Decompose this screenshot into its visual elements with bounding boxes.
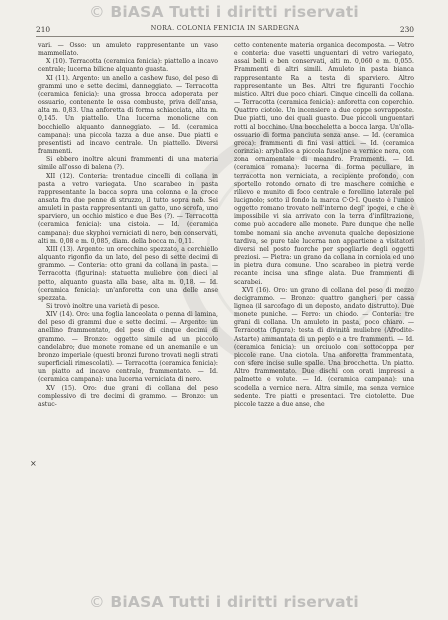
paragraph: XI (11). Argento: un anello a cashew fuso, del peso di grammi uno e sette decimi, danneggiato. — Terracotta (ceramica fenicia): una grossa brocca adoperata per ossuario, contenente le ossa combuste, priva dell'ansa, alta m. 0,83. Una anforetta di forma schiacciata, alta m. 0,145. Un piattello. Una lucerna monolicne con bocchiello alquanto danneggiato. — Id. (ceramica campana): una piccola tazza a due anse. Due piatti e presentisti ad incavo centrale. Un piattello. Diversi frammenti. <box>38 74 218 156</box>
paragraph: X (10). Terracotta (ceramica fenicia): piattello a incavo centrale; lucerna bilicne alquanto guasta. <box>38 58 218 74</box>
text-column-left <box>38 42 218 409</box>
paragraph: XV (15). Oro: due grani di collana del peso complessivo di tre decimi di grammo. — Bronzo: un astuc- <box>38 384 218 408</box>
paragraph: XIII (13). Argento: un orecchino spezzato, a cerchiello alquanto rigonfio da un lato, del peso di sette decimi di grammo. — Conteria: otto grani da collana in pasta. — Terracotta (figurina): statuetta muliebre con dieci al petto, alquanto guasta alla base, alta m. 0,18. — Id. (ceramica fenicia): un'anforetta con una delle anse spezzata. <box>38 245 218 302</box>
paragraph: XII (12). Conteria: trentadue cincelli di collana in pasta a vetro variegata. Uno scarabeo in pasta rappresentante la bacca sopra una colonna e la croce ansata fra due penne di struzzo, il tutto sopra neb. Sei amuleti in pasta rappresentanti un gatto, uno scrofa, uno sparviero, un occhio mistico e due Bes (?). — Terracotta (ceramica fenicia): una cistoia. — Id. (ceramica campana): due skyphoi verniciati di nero, ben conservati, alti m. 0,08 e m. 0,085, diam. della bocca m. 0,11. <box>38 172 218 245</box>
paragraph: Si trovò inoltre una varietà di pesce. <box>46 303 160 310</box>
page-number-right: 230 <box>399 25 414 34</box>
copyright-symbol: © <box>89 593 105 611</box>
text-column-right <box>234 42 414 409</box>
watermark-top <box>0 3 448 21</box>
running-header <box>36 25 414 37</box>
paragraph: vari. — Osso: un amuleto rappresentante un vaso mammellato. <box>38 42 218 58</box>
paragraph: XIV (14). Oro: una foglia lanceolata o penna di lamina, del peso di grammi due e sette decimi. — Argento: un anellino frammentato, del peso di cinque decimi di grammo. — Bronzo: oggetto simile ad un piccolo candelabro; due monete romane ed un anemanile e un bronzo imperiale (questi bronzi furono trovati negli strati superficiali rimescolati). — Terracotta (ceramica fenicia): un piatto ad incavo centrale, frammentato. — Id. (ceramica campana): una lucerna verniciata di nero. <box>38 311 218 384</box>
paragraph: cetto contenente materia organica decomposta. — Vetro e conteria: due vasetti unguentari di vetro variegato, assai belli e ben conservati, alti m. 0,060 e m. 0,055. Frammenti di altri simili. Amuleto in pasta bianca rappresentante Ra a testa di sparviero. Altro rappresentante un Bes. Altri tre figuranti l'occhio mistico. Altri due poco chiari. Cinque cincelli da collana. — Terracotta (ceramica fenicia): anforetta con coperchio. Quattro ciotole. Un incensiere a due coppe sovrapposte. Due piatti, uno dei quali guasto. Due piccoli unguentari rotti al bocchino. Una boccheletta a bocca larga. Un'olla-ossuario di forma panciuta senza anse. — Id. (ceramica greca): frammenti di fini vasi attici. — Id. (ceramica corinzia): aryballos a piccola fuseljne a vernice nera, con zona ornamentale di meandro. Frammenti. — Id. (ceramica romana): lucerna di forma peculiare, in terracotta non verniciata, a recipiente profondo, con sportello rotondo ornato di tre maschere comiche e rilievo e munito di foco centrale e forellino laterale pel lucignolo; sotto il fondo la marca C·O·I. Questo è l'unico oggetto romano trovato nell'interno degl' ipogei, e che è impossibile vi sia arrivato con la terra d'infiltrazione, come può accadere alle monete. Pare dunque che nelle tombe nomani sia anche avvenuta qualche deposizione tardiva, se pure tale lucerna non appartiene a visitatori diversi nel posto fuorche per spogliarle degli oggetti preziosi. — Pietra: un grano da collana in corniola ed uno in pietra dura comune. Uno scarabeo in pietra verde recante incisa una sfinge alata. Due frammenti di scarabei. <box>234 42 414 286</box>
watermark-bottom-text: BiASA Tutti i diritti riservati <box>110 593 359 611</box>
page-number-left: 210 <box>36 25 51 34</box>
paragraph: Si ebbero inoltre alcuni frammenti di una materia simile all'osso di balena (?). <box>38 156 218 172</box>
margin-mark: × <box>30 459 37 468</box>
watermark-top-text: BiASA Tutti i diritti riservati <box>110 3 359 21</box>
paragraph: XVI (16). Oro: un grano di collana del peso di mezzo decigrammo. — Bronzo: quattro gangheri per cassa lignea (il sarcofago di un deposto, andato distrutto). Due monete puniche. — Ferro: un chiodo. — Conteria: tre grani di collana. Un amuleto in pasta, poco chiaro. — Terracotta (figura): testa di divinità muliebre (Afrodite-Astarte) ammantata di un peplo e a tre frammenti. — Id. (ceramica fenicia): un orciuolo con sottocoppa per piccole rane. Una ciotola. Una anforetta frammentata, con sfere incise sulle spalle. Una brocchetta. Un piatto. Altro frammentato. Due dischi con orati impressi a palmette e volute. — Id. (ceramica campana): una scodella a vernice nera. Altra simile, ma senza vernice sedente. Tre piatti e presentaci. Tre ciotolette. Due piccole tazze a due anse, che <box>234 286 414 408</box>
copyright-symbol: © <box>89 3 105 21</box>
header-title: NORA. COLONIA FENICIA IN SARDEGNA <box>150 25 300 32</box>
watermark-bottom <box>0 593 448 611</box>
